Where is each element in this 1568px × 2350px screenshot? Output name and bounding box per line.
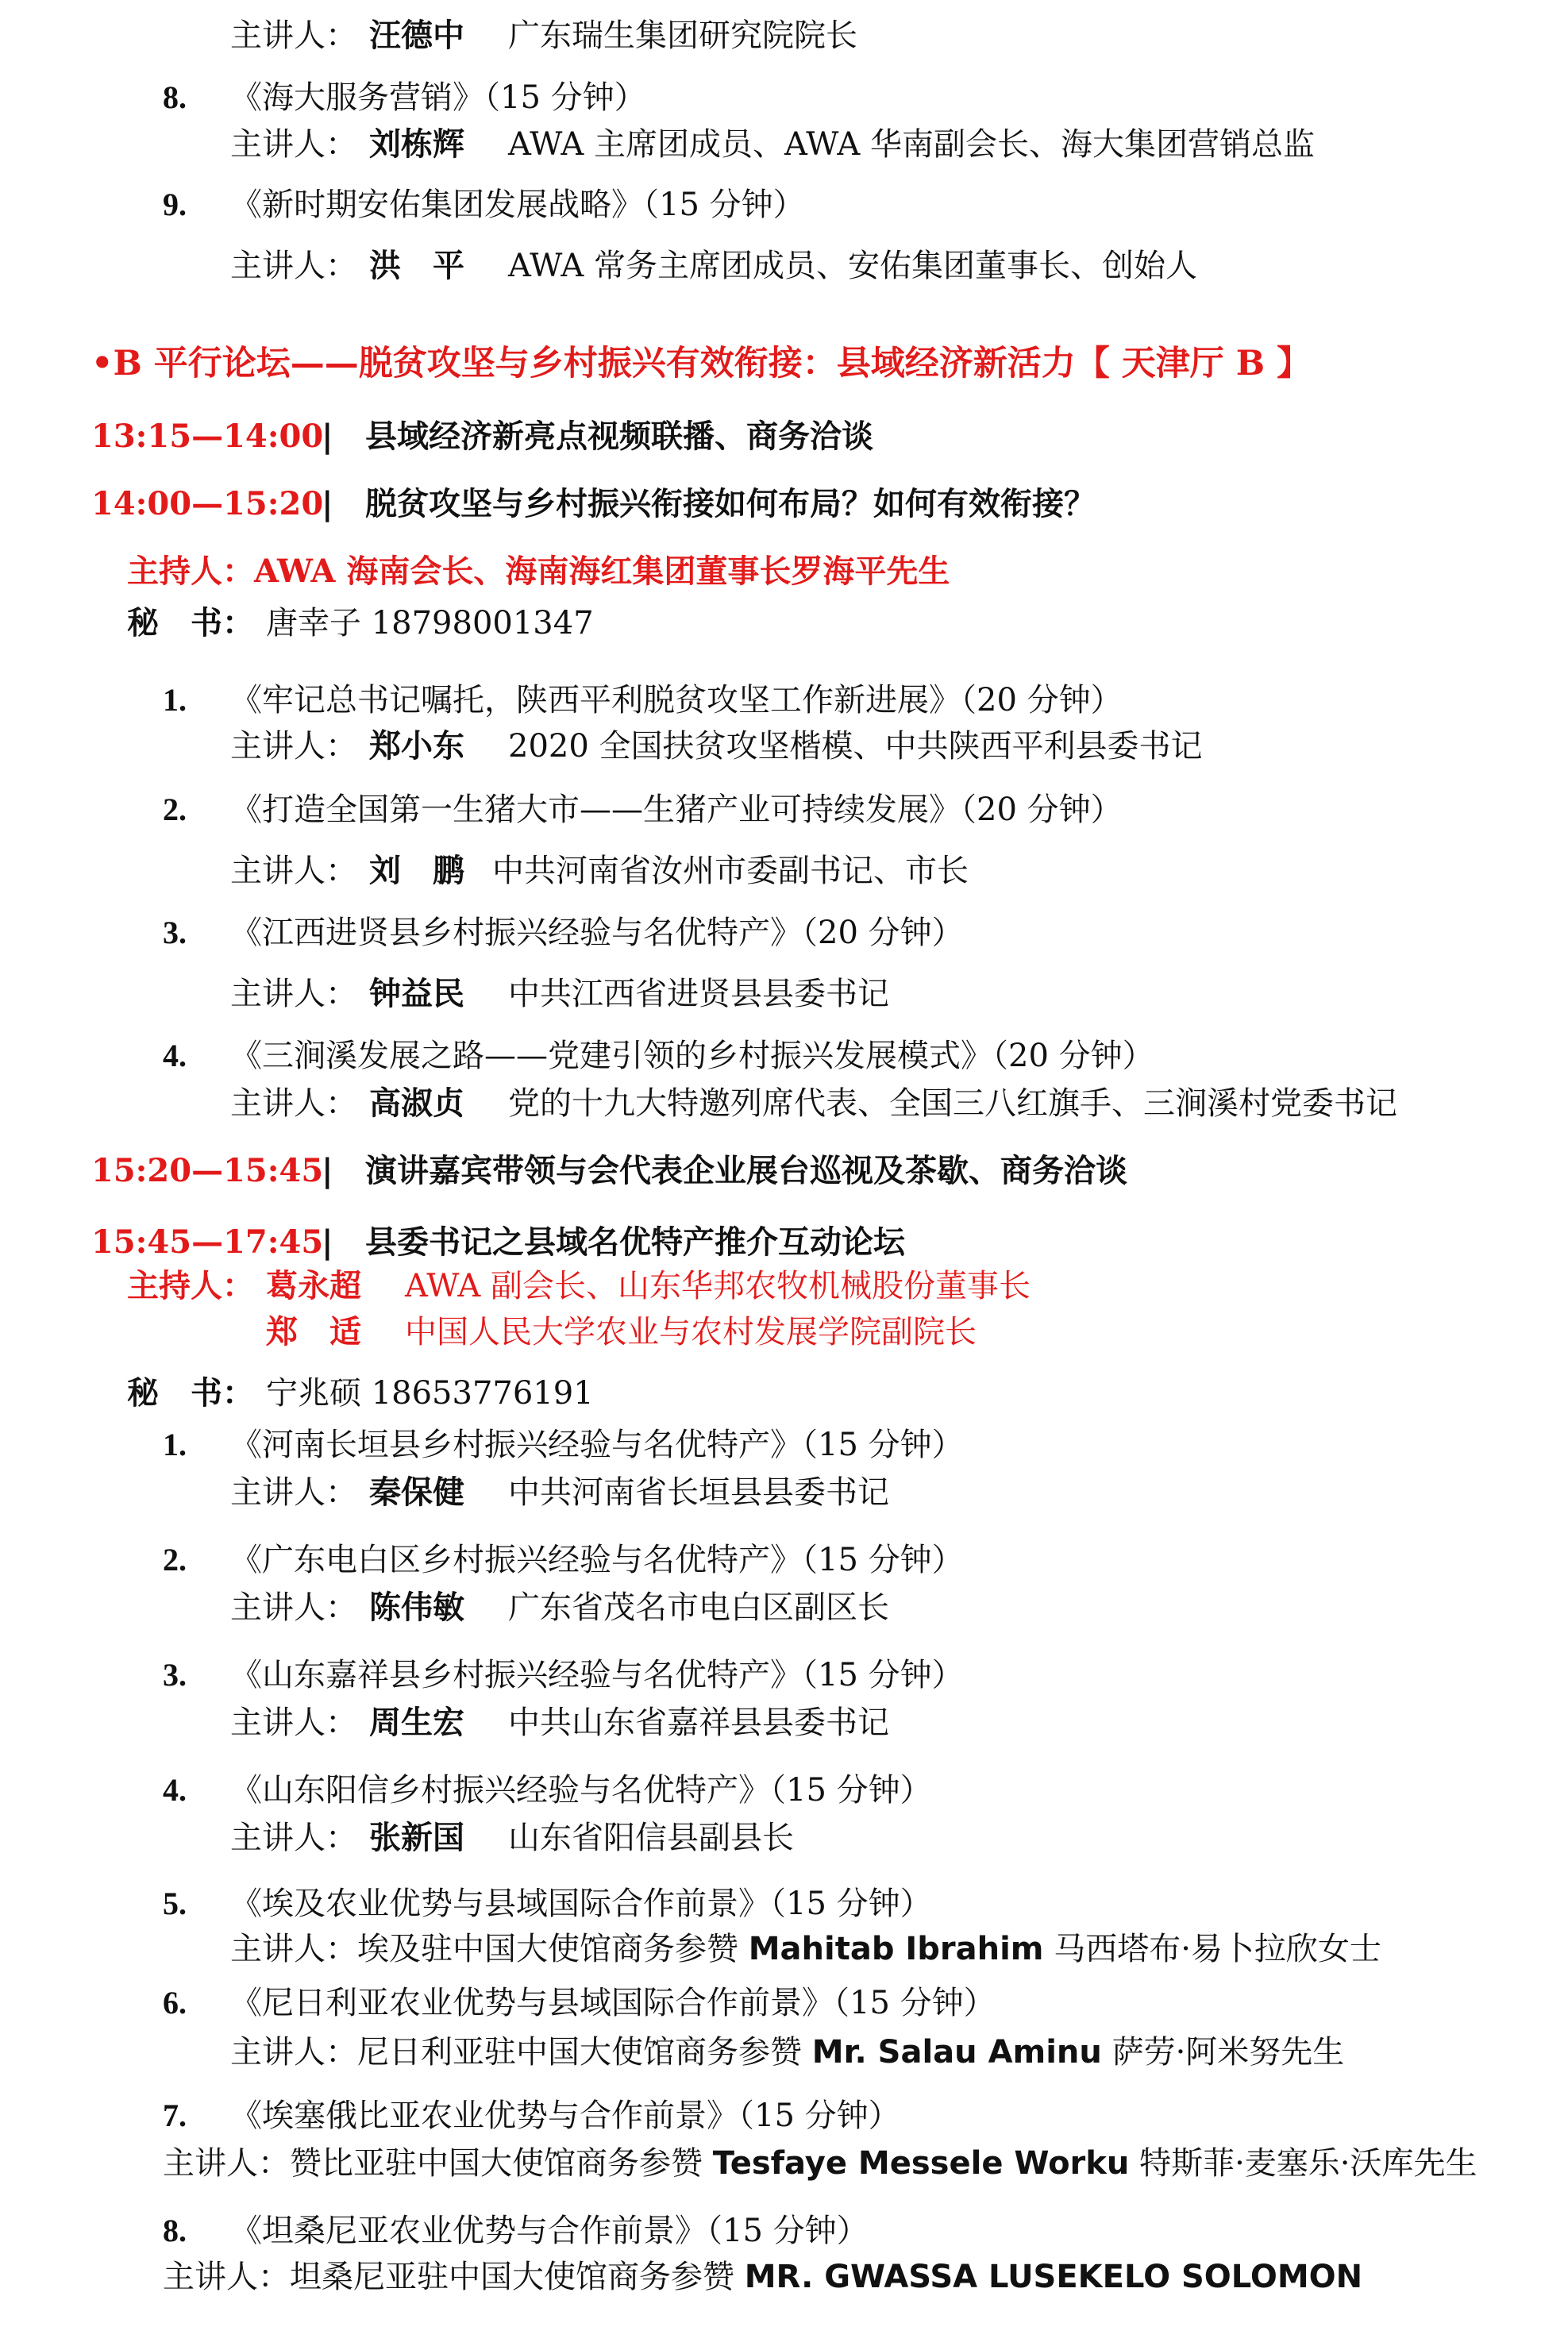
secretary-label: 秘 书： [127,604,254,641]
slot-text: 县委书记之县域名优特产推介互动论坛 [365,1223,905,1261]
slot-separator: | [322,418,333,455]
host-name: 葛永超 [266,1267,361,1304]
speaker-label: 主讲人： [163,2259,290,2295]
talk-number: 7. [163,2098,187,2133]
slot-separator: | [322,1152,333,1189]
talk-number: 8. [163,79,187,115]
talk-title: 《打造全国第一生猪大市——生猪产业可持续发展》（20 分钟） [230,792,1123,828]
speaker-desc: 广东省茂名市电白区副区长 [508,1589,889,1626]
talk-title: 《山东阳信乡村振兴经验与名优特产》（15 分钟） [230,1772,932,1809]
speaker-desc: 坦桑尼亚驻中国大使馆商务参赞 [290,2259,745,2295]
slot-text: 脱贫攻坚与乡村振兴衔接如何布局？如何有效衔接？ [365,485,1096,522]
host-desc: 中国人民大学农业与农村发展学院副院长 [405,1314,977,1350]
speaker-label: 主讲人： [230,17,357,54]
speaker-chinese-name: 萨劳·阿米努先生 [1101,2034,1345,2071]
speaker-label: 主讲人： [230,2034,357,2071]
speaker-desc: 党的十九大特邀列席代表、全国三八红旗手、三涧溪村党委书记 [508,1085,1397,1122]
slot-separator: | [322,485,333,522]
speaker-label: 主讲人： [230,853,357,889]
speaker-name: 周生宏 [369,1704,464,1741]
speaker-label: 主讲人： [230,1474,357,1511]
host-line: 主持人：AWA 海南会长、海南海红集团董事长罗海平先生 [127,553,950,590]
speaker-name: 高淑贞 [369,1084,464,1122]
speaker-latin-name: Mr. Salau Aminu [811,2034,1102,2071]
talk-title: 《新时期安佑集团发展战略》（15 分钟） [230,187,805,223]
talk-number: 4. [163,1772,187,1808]
host-name: 郑 适 [266,1313,361,1350]
talk-number: 9. [163,187,187,222]
speaker-desc: 山东省阳信县副县长 [508,1820,794,1856]
talk-title: 《埃塞俄比亚农业优势与合作前景》（15 分钟） [230,2098,900,2134]
speaker-label: 主讲人： [230,1085,357,1122]
secretary-value: 宁兆硕 18653776191 [266,1375,594,1412]
speaker-desc: 中共河南省汝州市委副书记、市长 [492,853,969,889]
speaker-label: 主讲人： [230,126,357,163]
speaker-chinese-name: 马西塔布·易卜拉欣女士 [1043,1931,1381,1967]
speaker-name: 秦保健 [369,1474,464,1511]
talk-title: 《河南长垣县乡村振兴经验与名优特产》（15 分钟） [230,1427,964,1463]
talk-title: 《广东电白区乡村振兴经验与名优特产》（15 分钟） [230,1542,964,1578]
speaker-latin-name: Mahitab Ibrahim [748,1931,1044,1967]
speaker-label: 主讲人： [230,1589,357,1626]
speaker-name: 洪 平 [369,247,464,284]
speaker-desc: AWA 常务主席团成员、安佑集团董事长、创始人 [508,248,1197,284]
speaker-desc: AWA 主席团成员、AWA 华南副会长、海大集团营销总监 [508,126,1315,163]
speaker-name: 陈伟敏 [369,1589,464,1626]
speaker-name: 钟益民 [369,975,464,1012]
slot-text: 县域经济新亮点视频联播、商务洽谈 [365,418,873,455]
talk-title: 《三涧溪发展之路——党建引领的乡村振兴发展模式》（20 分钟） [230,1038,1154,1074]
talk-number: 4. [163,1038,187,1073]
speaker-line [163,2261,1362,2293]
slot-time: 15:20—15:45 [91,1152,324,1189]
talk-title: 《坦桑尼亚农业优势与合作前景》（15 分钟） [230,2213,869,2249]
speaker-label: 主讲人： [230,728,357,765]
slot-text: 演讲嘉宾带领与会代表企业展台巡视及茶歇、商务洽谈 [365,1152,1127,1189]
talk-title: 《牢记总书记嘱托，陕西平利脱贫攻坚工作新进展》（20 分钟） [230,682,1123,718]
speaker-line [230,2034,1345,2071]
speaker-desc: 中共山东省嘉祥县县委书记 [508,1705,889,1741]
speaker-name: 刘栋辉 [369,125,464,163]
speaker-latin-name: Tesfaye Messele Worku [712,2145,1130,2182]
talk-number: 2. [163,1542,187,1578]
talk-title: 《江西进贤县乡村振兴经验与名优特产》（20 分钟） [230,915,964,951]
speaker-name: 郑小东 [369,727,464,765]
speaker-desc: 尼日利亚驻中国大使馆商务参赞 [357,2034,812,2071]
speaker-label: 主讲人： [163,2145,290,2182]
speaker-line [163,2145,1477,2182]
speaker-desc: 埃及驻中国大使馆商务参赞 [357,1931,749,1967]
host-label: 主持人： [127,1267,254,1304]
talk-title: 《山东嘉祥县乡村振兴经验与名优特产》（15 分钟） [230,1657,964,1693]
talk-title: 《尼日利亚农业优势与县域国际合作前景》（15 分钟） [230,1985,996,2021]
speaker-name: 刘 鹏 [369,852,464,889]
talk-number: 1. [163,682,187,718]
speaker-label: 主讲人： [230,1820,357,1856]
talk-number: 8. [163,2213,187,2248]
speaker-label: 主讲人： [230,248,357,284]
speaker-desc: 中共河南省长垣县县委书记 [508,1474,889,1511]
slot-separator: | [322,1223,333,1261]
speaker-label: 主讲人： [230,1931,357,1967]
secretary-label: 秘 书： [127,1374,254,1412]
talk-number: 1. [163,1427,187,1462]
speaker-line [230,1933,1381,1965]
host-desc: AWA 副会长、山东华邦农牧机械股份董事长 [405,1268,1031,1304]
speaker-chinese-name: 特斯菲·麦塞乐·沃库先生 [1129,2145,1477,2182]
secretary-value: 唐幸子 18798001347 [266,605,594,641]
talk-number: 3. [163,1657,187,1693]
speaker-desc: 2020 全国扶贫攻坚楷模、中共陕西平利县委书记 [508,728,1203,765]
talk-number: 6. [163,1985,187,2021]
talk-title: 《海大服务营销》（15 分钟） [230,79,646,116]
speaker-desc: 赞比亚驻中国大使馆商务参赞 [290,2145,713,2182]
talk-title: 《埃及农业优势与县域国际合作前景》（15 分钟） [230,1886,932,1922]
speaker-name: 汪德中 [369,17,464,54]
speaker-desc: 中共江西省进贤县县委书记 [508,976,889,1012]
talk-number: 3. [163,915,187,950]
speaker-label: 主讲人： [230,1705,357,1741]
talk-number: 2. [163,792,187,827]
slot-time: 14:00—15:20 [91,485,324,522]
forum-heading: •B 平行论坛——脱贫攻坚与乡村振兴有效衔接：县域经济新活力【 天津厅 B 】 [91,344,1312,383]
talk-number: 5. [163,1886,187,1921]
slot-time: 15:45—17:45 [91,1223,324,1261]
speaker-label: 主讲人： [230,976,357,1012]
speaker-name: 张新国 [369,1819,464,1856]
speaker-desc: 广东瑞生集团研究院院长 [508,17,857,54]
speaker-latin-name: MR. GWASSA LUSEKELO SOLOMON [744,2259,1363,2295]
slot-time: 13:15—14:00 [91,418,324,455]
